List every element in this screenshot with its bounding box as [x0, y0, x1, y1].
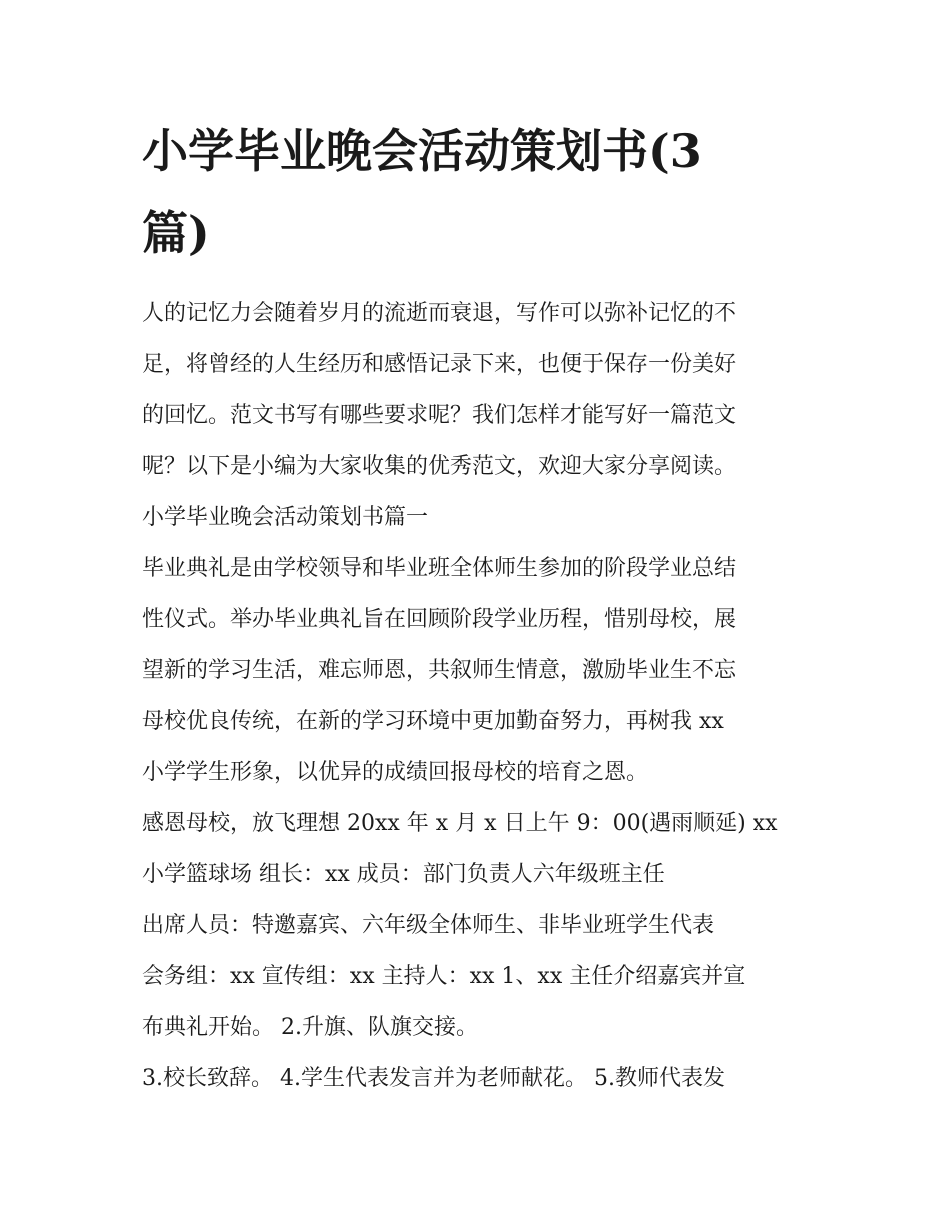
text-line: 出席人员：特邀嘉宾、六年级全体师生、非毕业班学生代表 — [142, 913, 715, 938]
paragraph — [142, 798, 822, 900]
text-line: 的回忆。范文书写有哪些要求呢？我们怎样才能写好一篇范文 — [142, 403, 737, 428]
text-line: 毕业典礼是由学校领导和毕业班全体师生参加的阶段学业总结 — [142, 556, 737, 581]
section-heading — [142, 492, 822, 543]
text-line: 足，将曾经的人生经历和感悟记录下来，也便于保存一份美好 — [142, 352, 737, 377]
text-line: 母校优良传统，在新的学习环境中更加勤奋努力，再树我 xx — [142, 709, 724, 734]
text-line: 人的记忆力会随着岁月的流逝而衰退，写作可以弥补记忆的不 — [142, 301, 737, 326]
text-line: 小学毕业晚会活动策划书篇一 — [142, 505, 429, 530]
paragraph — [142, 1053, 822, 1104]
text-line: 布典礼开始。 2.升旗、队旗交接。 — [142, 1015, 478, 1040]
paragraph — [142, 543, 822, 798]
text-line: 3.校长致辞。 4.学生代表发言并为老师献花。 5.教师代表发 — [142, 1066, 725, 1091]
document-title: 小学毕业晚会活动策划书(3篇) — [142, 124, 702, 260]
text-line: 望新的学习生活，难忘师恩，共叙师生情意，激励毕业生不忘 — [142, 658, 737, 683]
text-line: 小学篮球场 组长：xx 成员：部门负责人六年级班主任 — [142, 862, 665, 887]
paragraph — [142, 288, 822, 492]
text-line: 小学学生形象，以优异的成绩回报母校的培育之恩。 — [142, 760, 649, 785]
paragraph — [142, 900, 822, 951]
text-line: 性仪式。举办毕业典礼旨在回顾阶段学业历程，惜别母校，展 — [142, 607, 737, 632]
paragraph — [142, 951, 822, 1053]
document-body — [142, 288, 822, 1104]
text-line: 呢？以下是小编为大家收集的优秀范文，欢迎大家分享阅读。 — [142, 454, 737, 479]
document-page — [142, 110, 822, 1104]
text-line: 感恩母校，放飞理想 20xx 年 x 月 x 日上午 9：00(遇雨顺延) xx — [142, 811, 778, 836]
text-line: 会务组：xx 宣传组：xx 主持人：xx 1、xx 主任介绍嘉宾并宣 — [142, 964, 746, 989]
